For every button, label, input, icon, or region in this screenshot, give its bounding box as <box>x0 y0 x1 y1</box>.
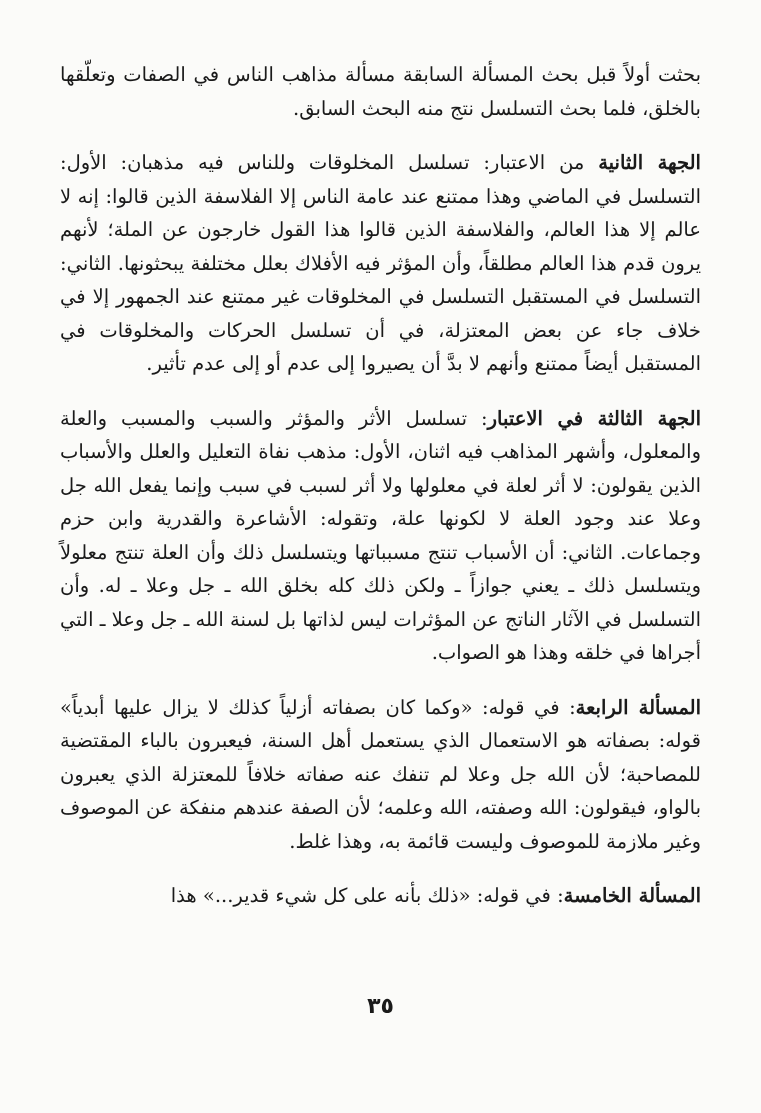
paragraph-3 <box>60 402 701 670</box>
paragraph-lead: المسألة الخامسة <box>563 884 701 907</box>
paragraph-5 <box>60 879 701 913</box>
paragraph-lead: الجهة الثالثة في الاعتبار <box>487 406 701 430</box>
paragraph-text: بحثت أولاً قبل بحث المسألة السابقة مسألة مذاهب الناس في الصفات وتعلّقها بالخلق، فلما بحث التسلسل نتج منه البحث السابق. <box>60 63 701 120</box>
paragraph-lead: الجهة الثانية <box>598 151 701 174</box>
paragraph-text: : تسلسل الأثر والمؤثر والسبب والمسبب والعلة والمعلول، وأشهر المذاهب فيه اثنان، الأول: مذهب نفاة التعليل والعلل والأسباب الذين يقولون: لا أثر لعلة في معلولها ولا أثر لسبب في سبب وإنما يفعل الله جل وعلا عند وجود العلة لا لكونها علة، وتقوله: الأشاعرة والقدرية وابن حزم وجماعات. الثاني: أن الأسباب تنتج مسبباتها ويتسلسل ذلك وأن العلة تنتج معلولاً ويتسلسل ذلك ـ يعني جوازاً ـ ولكن ذلك كله بخلق الله ـ جل وعلا ـ له. وأن التسلسل في الآثار الناتج عن المؤثرات ليس لذاتها بل لسنة الله ـ جل وعلا ـ التي أجراها في خلقه وهذا هو الصواب. <box>60 406 701 664</box>
paragraph-text: : في قوله: «ذلك بأنه على كل شيء قدير...» هذا <box>170 884 564 907</box>
paragraph-2 <box>60 146 701 381</box>
page-number: ٣٥ <box>367 994 394 1019</box>
paragraph-lead: المسألة الرابعة <box>575 695 702 719</box>
paragraph-text: : في قوله: «وكما كان بصفاته أزلياً كذلك لا يزال عليها أبدياً» قوله: بصفاته هو الاستعمال الذي يستعمل أهل السنة، فيعبرون بالباء المقتضية للمصاحبة؛ لأن الله جل وعلا لم تنفك عنه صفاته خلافاً للمعتزلة الذي يعبرون بالواو، فيقولون: الله وصفته، الله وعلمه؛ لأن الصفة عندهم منفكة عن الموصوف وغير ملازمة للموصوف وليست قائمة به، وهذا غلط. <box>60 695 701 853</box>
paragraph-1 <box>60 58 701 125</box>
paragraph-4 <box>60 691 701 859</box>
paragraph-text: من الاعتبار: تسلسل المخلوقات وللناس فيه مذهبان: الأول: التسلسل في الماضي وهذا ممتنع عند عامة الناس إلا الفلاسفة الذين قالوا: إنه لا عالم إلا هذا العالم، والفلاسفة الذين قالوا هذا القول خارجون عن الملة؛ لأنهم يرون قدم هذا العالم مطلقاً، وأن المؤثر فيه الأفلاك بعلل مختلفة يبحثونها. الثاني: التسلسل في المستقبل التسلسل في المخلوقات غير ممتنع عند الجمهور إلا في خلاف جاء عن بعض المعتزلة، في أن تسلسل الحركات والمخلوقات في المستقبل أيضاً ممتنع وأنهم لا بدَّ أن يصيروا إلى عدم أو إلى عدم تأثير. <box>60 151 701 375</box>
page-body <box>60 58 701 934</box>
